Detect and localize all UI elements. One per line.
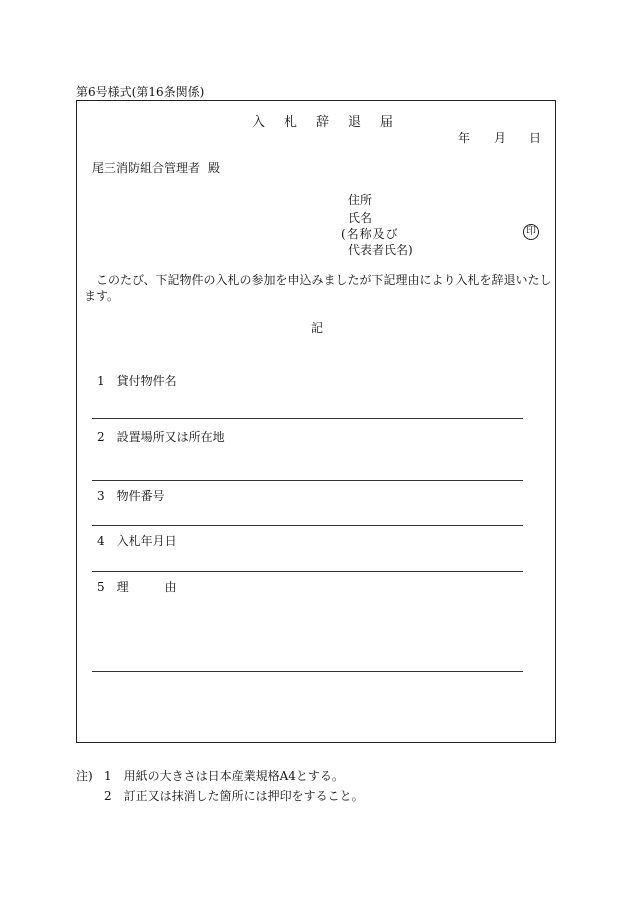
addressee-suffix: 殿 xyxy=(208,161,221,175)
item-label-reason: 5 理 由 xyxy=(97,580,177,594)
notes-prefix: 注) xyxy=(76,769,93,783)
item-label-property-number: 3 物件番号 xyxy=(97,489,165,503)
applicant-address-label: 住所 xyxy=(348,193,373,207)
date-day-label: 日 xyxy=(529,131,542,145)
form-title: 入札辞退届 xyxy=(252,115,413,130)
form-border xyxy=(76,100,556,743)
seal-mark-icon: 印 xyxy=(523,224,539,240)
item-label-location: 2 設置場所又は所在地 xyxy=(97,430,225,444)
ki-heading: 記 xyxy=(311,321,324,335)
item-label-bid-date: 4 入札年月日 xyxy=(97,534,177,548)
applicant-name-note-line1: (名称及び xyxy=(341,227,399,241)
date-year-label: 年 xyxy=(458,131,471,145)
entry-line-property-name[interactable] xyxy=(92,418,523,419)
statement-text: このたび、下記物件の入札の参加を申込みましたが下記理由により入札を辞退いたします。 xyxy=(84,273,552,303)
date-month-label: 月 xyxy=(494,131,507,145)
entry-line-property-number[interactable] xyxy=(92,525,523,526)
applicant-name-note-line2: 代表者氏名) xyxy=(348,243,413,257)
applicant-name-label: 氏名 xyxy=(348,211,373,225)
entry-line-location[interactable] xyxy=(92,480,523,481)
note-line-1: 1 用紙の大きさは日本産業規格A4とする。 xyxy=(104,769,344,783)
item-label-property-name: 1 貸付物件名 xyxy=(97,374,177,388)
entry-line-reason[interactable] xyxy=(92,671,523,672)
note-line-2: 2 訂正又は抹消した箇所には押印をすること。 xyxy=(104,789,364,803)
addressee-name: 尾三消防組合管理者 xyxy=(92,161,201,175)
form-number: 第6号様式(第16条関係) xyxy=(76,85,205,99)
entry-line-bid-date[interactable] xyxy=(92,571,523,572)
